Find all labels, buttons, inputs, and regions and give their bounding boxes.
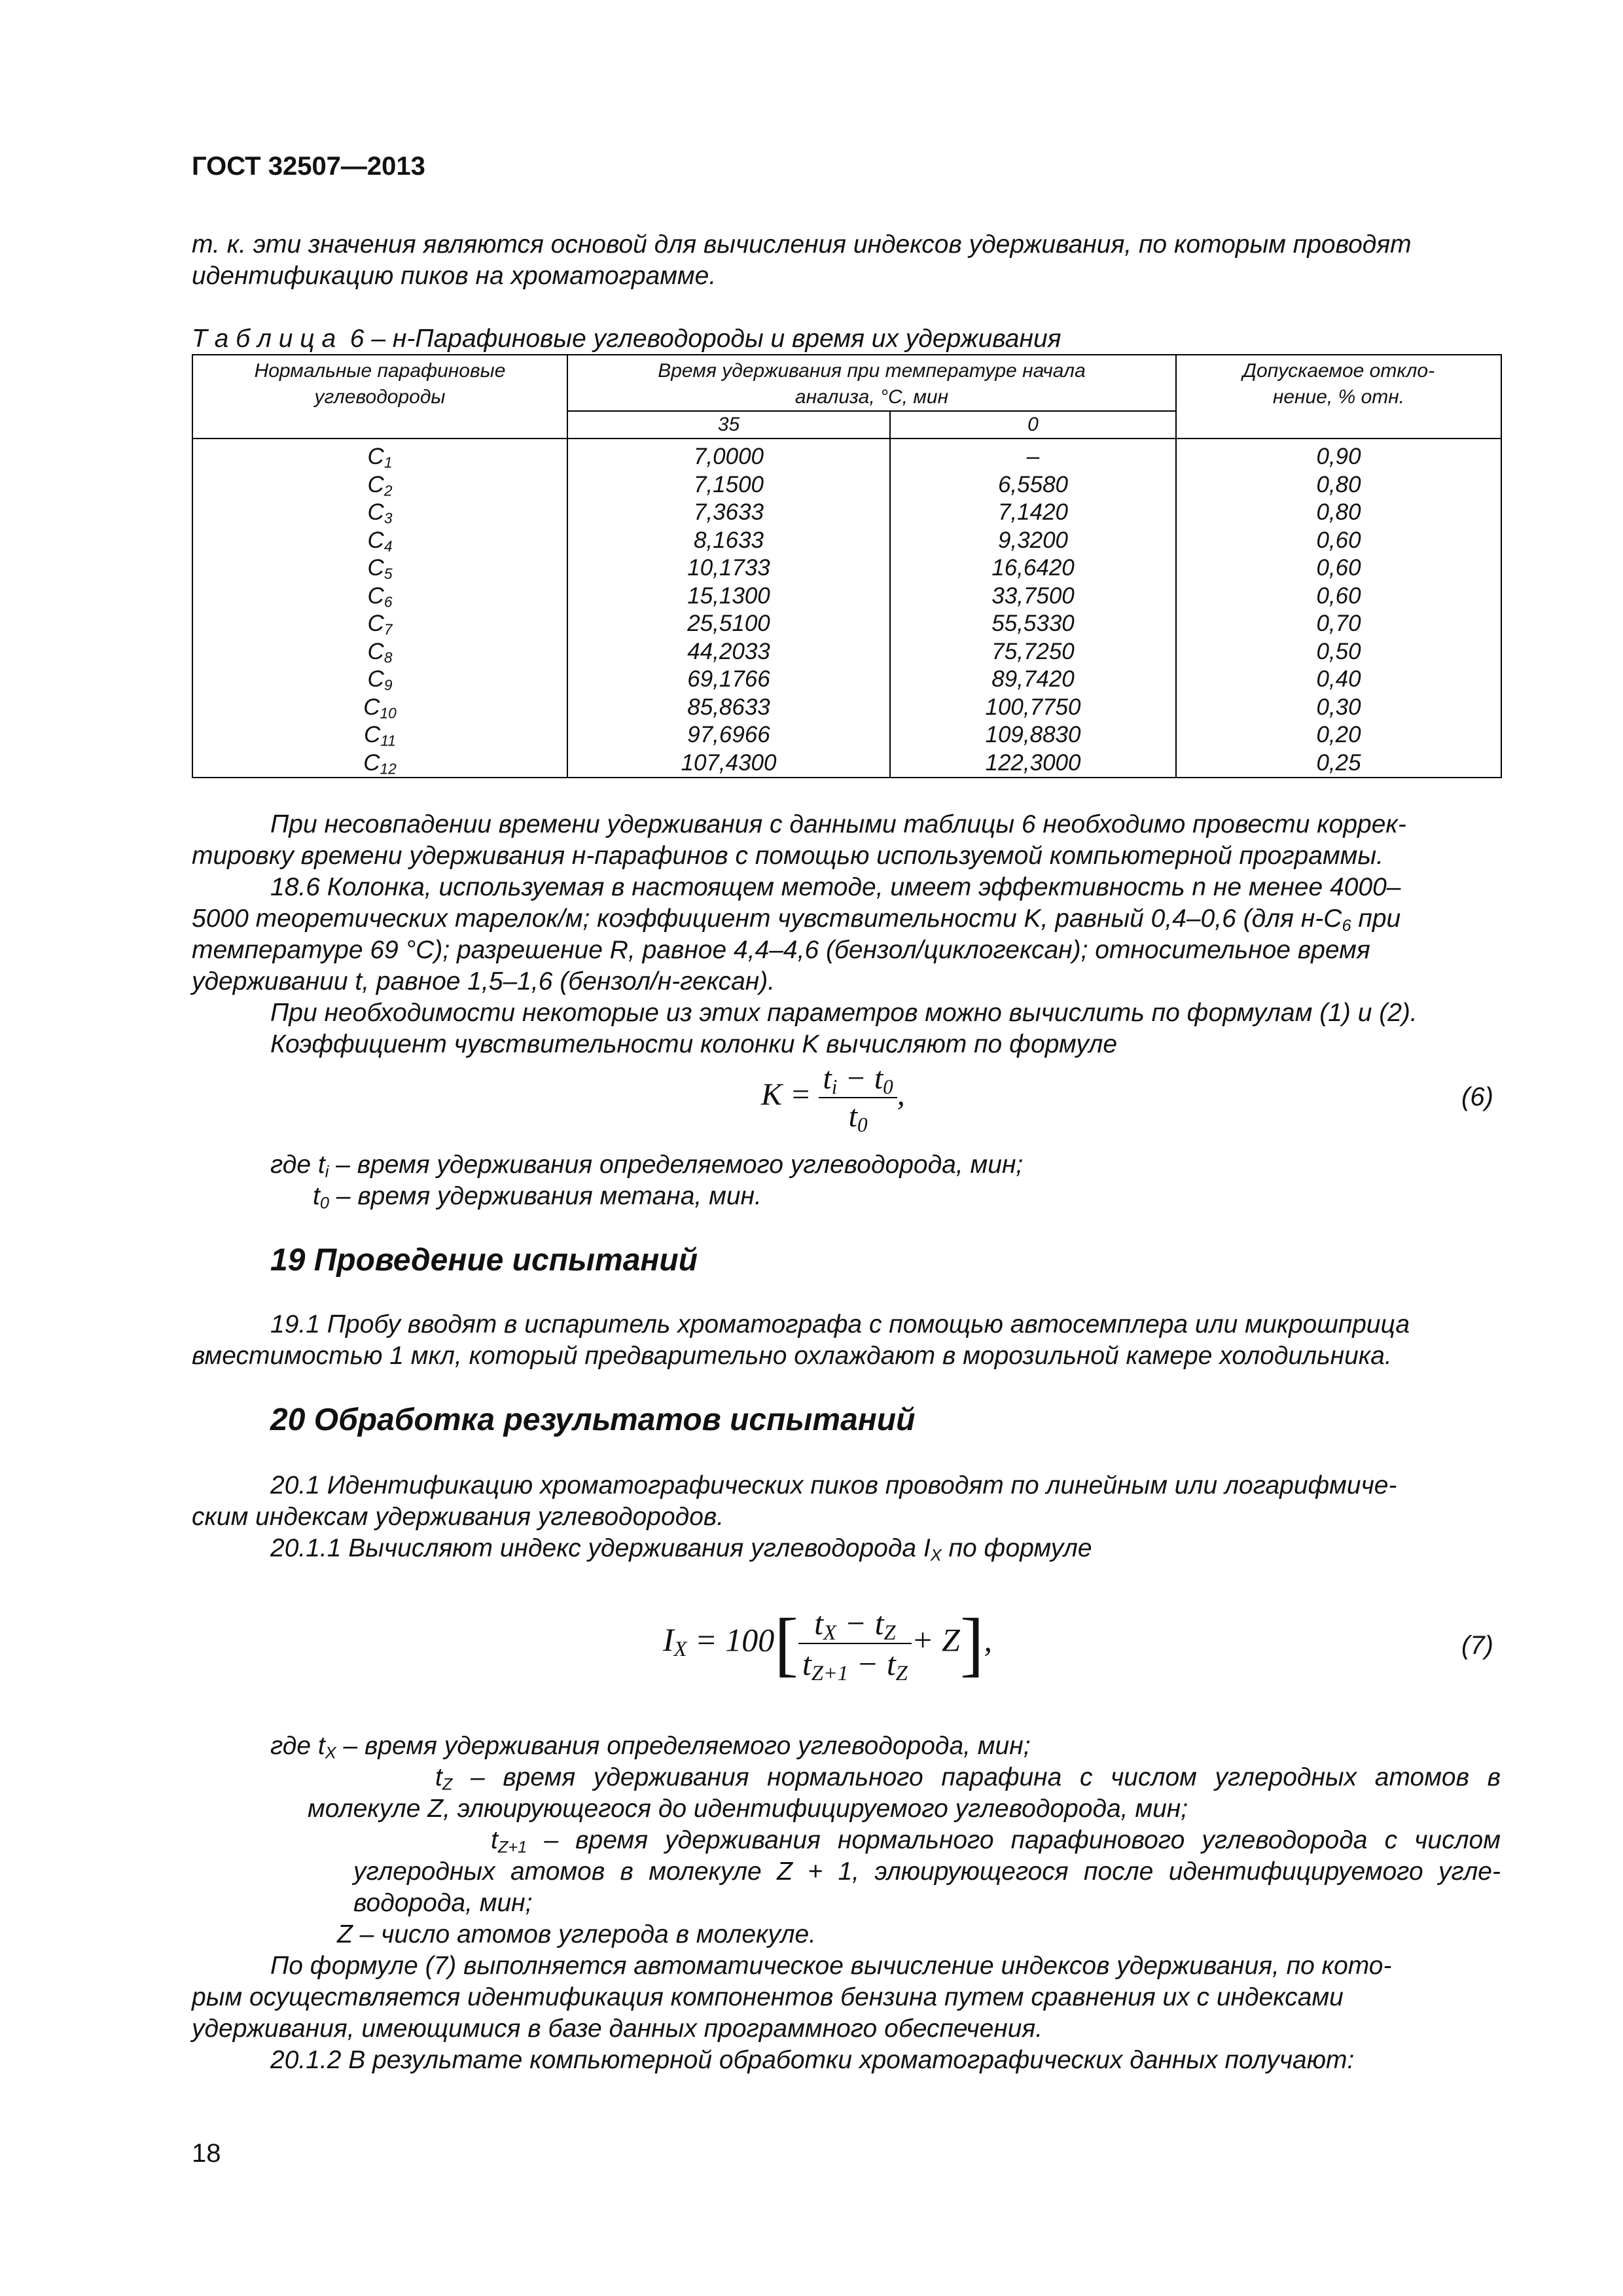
retention-35-cell: 15,1300	[687, 583, 770, 609]
formula-lhs: $I_X$	[663, 1621, 687, 1662]
retention-0-cell: 55,5330	[991, 611, 1075, 636]
text-line: удерживания, имеющимися в базе данных программного обеспечения.	[192, 2015, 1043, 2043]
paragraph-20-1	[192, 1470, 1501, 1533]
deviation-cell: 0,60	[1316, 555, 1361, 581]
retention-0-cell: 122,3000	[985, 749, 1081, 776]
retention-0-cell: 109,8830	[985, 722, 1081, 747]
deviation-cell: 0,80	[1316, 499, 1361, 525]
retention-35-cell: 25,5100	[687, 611, 770, 636]
intro-paragraph	[192, 229, 1501, 292]
hydrocarbon-cell: $C_{12}$	[363, 749, 397, 778]
retention-35-cell: 7,1500	[693, 471, 764, 497]
hydrocarbon-cell: $C_5$	[367, 555, 393, 583]
text-line: идентификацию пиков на хроматограмме.	[192, 262, 717, 290]
hydrocarbon-cell: $C_6$	[367, 583, 393, 611]
col-subheader-35: 35	[567, 411, 890, 439]
deviation-cell: 0,20	[1316, 722, 1361, 747]
hydrocarbon-cell: $C_2$	[367, 471, 393, 499]
deviation-cell: 0,90	[1316, 444, 1361, 469]
text-line: где $t_i$ – время удерживания определяемого углеводорода, мин;	[270, 1151, 1024, 1181]
paragraph-18-6	[192, 872, 1501, 997]
page-number: 18	[192, 2139, 221, 2168]
text-line: 5000 теоретических тарелок/м; коэффициент чувствительности K, равный 0,4–0,6 (для $н-C_6$ при	[192, 905, 1401, 935]
col-hydrocarbons	[192, 439, 567, 778]
retention-0-cell: 89,7420	[991, 666, 1075, 692]
retention-0-cell: 6,5580	[997, 471, 1069, 497]
formula-7: $I_X = 100$[ $\frac{t_X - t_Z}{t_{Z+1} - t_Z}$ + Z],	[663, 1604, 992, 1686]
retention-0-cell: 9,3200	[997, 527, 1069, 553]
fraction: $\frac{t_X - t_Z}{t_{Z+1} - t_Z}$	[798, 1604, 912, 1683]
text-line: удерживании t, равное 1,5–1,6 (бензол/н-гексан).	[192, 967, 776, 996]
retention-0-cell: 7,1420	[997, 499, 1069, 525]
retention-0-cell: 33,7500	[991, 583, 1075, 609]
deviation-cell: 0,80	[1316, 471, 1361, 497]
text-line: $t_Z$ – время удерживания нормального парафина с числом углеродных атомов в	[435, 1763, 1501, 1794]
retention-0-cell: 75,7250	[991, 638, 1075, 664]
hydrocarbon-cell: $C_1$	[367, 444, 393, 471]
retention-35-cell: 44,2033	[687, 638, 770, 664]
retention-0-cell: –	[1026, 444, 1040, 469]
col-deviation	[1176, 439, 1501, 778]
hydrocarbon-cell: $C_7$	[367, 611, 393, 638]
retention-35-cell: 8,1633	[693, 527, 764, 553]
retention-0-cell: 16,6420	[991, 555, 1075, 581]
col-t0	[890, 439, 1176, 778]
paragraph-19-1	[192, 1309, 1501, 1372]
fraction: $\frac{t_i - t_0}{t_0}$	[819, 1060, 897, 1135]
deviation-cell: 0,30	[1316, 694, 1361, 720]
text-line: где $t_X$ – время удерживания определяемого углеводорода, мин;	[270, 1732, 1031, 1763]
text-line: ским индексам удерживания углеводородов.	[192, 1503, 724, 1531]
deviation-cell: 0,60	[1316, 527, 1361, 553]
where-7	[192, 1731, 1501, 1950]
text-line: 18.6 Колонка, используемая в настоящем методе, имеет эффективность n не менее 4000–	[270, 873, 1401, 901]
text-line: водорода, мин;	[353, 1889, 533, 1917]
retention-35-cell: 7,3633	[693, 499, 764, 525]
text-line: 20.1 Идентификацию хроматографических пиков проводят по линейным или логарифмиче-	[270, 1471, 1397, 1499]
retention-35-cell: 107,4300	[681, 749, 777, 776]
formula-lhs: K =	[761, 1077, 812, 1113]
retention-35-cell: 85,8633	[687, 694, 770, 720]
retention-0-cell: 100,7750	[985, 694, 1081, 720]
hydrocarbon-cell: $C_{10}$	[363, 694, 397, 722]
formula-6: K = $\frac{t_i - t_0}{t_0}$ ,	[761, 1061, 905, 1136]
col-t35	[567, 439, 890, 778]
formula-7-number: (7)	[1461, 1631, 1493, 1660]
retention-35-cell: 10,1733	[687, 555, 770, 581]
text-line: тировку времени удерживания н-парафинов с помощью используемой компьютерной программы.	[192, 842, 1383, 870]
text-line: $t_0$ – время удерживания метана, мин.	[313, 1182, 762, 1213]
hydrocarbon-cell: $C_9$	[367, 666, 393, 694]
mismatch-paragraph	[192, 809, 1501, 872]
section-19-heading: 19 Проведение испытаний	[270, 1243, 698, 1278]
col-header-retention-time: Время удерживания при температуре начала анализа, °С, мин	[567, 355, 1176, 411]
where-6	[270, 1149, 1514, 1212]
text-line: молекуле Z, элюирующегося до идентифицируемого углеводорода, мин;	[308, 1795, 1188, 1823]
hydrocarbon-cell: $C_{11}$	[364, 722, 396, 749]
paragraph-20-1-1: 20.1.1 Вычисляют индекс удерживания углеводорода $I_X$ по формуле	[270, 1534, 1092, 1565]
hydrocarbon-cell: $C_3$	[367, 499, 393, 527]
retention-35-cell: 97,6966	[687, 722, 770, 747]
paragraph-formula-7	[192, 1950, 1501, 2045]
document-header: ГОСТ 32507—2013	[192, 152, 425, 181]
retention-35-cell: 7,0000	[693, 444, 764, 469]
deviation-cell: 0,25	[1316, 749, 1361, 776]
paragraph-calc: При необходимости некоторые из этих параметров можно вычислить по формулам (1) и (2).	[270, 999, 1418, 1027]
text-line: температуре 69 °С); разрешение R, равное 4,4–4,6 (бензол/циклогексан); относительное время	[192, 936, 1370, 964]
hydrocarbon-cell: $C_4$	[367, 527, 393, 555]
deviation-cell: 0,50	[1316, 638, 1361, 664]
deviation-cell: 0,40	[1316, 666, 1361, 692]
text-line: По формуле (7) выполняется автоматическое вычисление индексов удерживания, по кото-	[270, 1952, 1392, 1980]
col-header-hydrocarbons: Нормальные парафиновые углеводороды	[192, 355, 567, 439]
text-line: Z – число атомов углерода в молекуле.	[337, 1920, 817, 1948]
text-line: При несовпадении времени удерживания с данными таблицы 6 необходимо провести коррек-	[270, 810, 1406, 838]
text-line: вместимостью 1 мкл, который предварительно охлаждают в морозильной камере холодильника.	[192, 1342, 1392, 1370]
deviation-cell: 0,70	[1316, 611, 1361, 636]
text-line: $t_{Z+1}$ – время удерживания нормального парафинового углеводорода с числом	[491, 1826, 1501, 1857]
paragraph-20-1-2: 20.1.2 В результате компьютерной обработки хроматографических данных получают:	[270, 2046, 1355, 2074]
deviation-cell: 0,60	[1316, 583, 1361, 609]
paragraph-k: Коэффициент чувствительности колонки K вычисляют по формуле	[270, 1030, 1118, 1058]
hydrocarbon-cell: $C_8$	[367, 638, 393, 666]
table-caption: Т а б л и ц а 6 – н-Парафиновые углеводороды и время их удерживания	[192, 325, 1061, 353]
formula-6-number: (6)	[1461, 1083, 1493, 1111]
text-line: углеродных атомов в молекуле Z + 1, элюирующегося после идентифицируемого угле-	[353, 1857, 1501, 1886]
text-line: рым осуществляется идентификация компонентов бензина путем сравнения их с индексами	[192, 1983, 1344, 2011]
text-line: т. к. эти значения являются основой для вычисления индексов удерживания, по которым проводят	[192, 230, 1412, 259]
retention-35-cell: 69,1766	[687, 666, 770, 692]
text-line: 19.1 Пробу вводят в испаритель хроматографа с помощью автосемплера или микрошприца	[270, 1310, 1410, 1338]
section-20-heading: 20 Обработка результатов испытаний	[270, 1403, 916, 1437]
paraffin-table	[192, 354, 1502, 778]
col-header-deviation: Допускаемое откло- нение, % отн.	[1176, 355, 1501, 439]
col-subheader-0: 0	[890, 411, 1176, 439]
